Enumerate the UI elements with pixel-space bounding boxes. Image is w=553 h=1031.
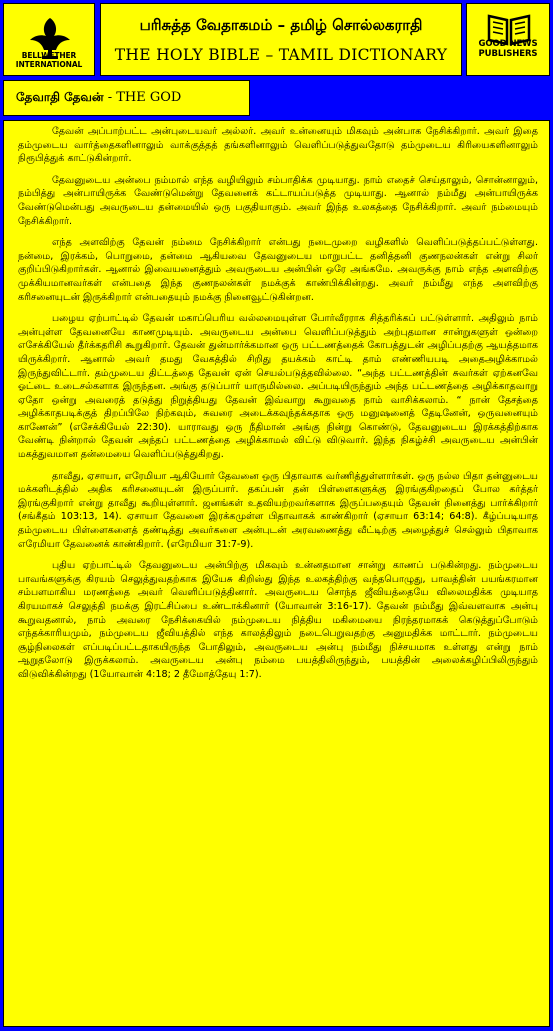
entry-body bbox=[3, 120, 550, 1027]
entry-term-box bbox=[3, 80, 250, 116]
title-tamil: பரிசுத்த வேதாகமம் – தமிழ் சொல்லகராதி bbox=[139, 16, 423, 34]
bellwether-logo-label: BELLWETHER INTERNATIONAL bbox=[15, 51, 83, 69]
good-news-logo-label: GOOD NEWS PUBLISHERS bbox=[478, 39, 538, 59]
paragraph: தேவனுடைய அன்பை நம்மால் எந்த வழியிலும் சம்பாதிக்க முடியாது. நாம் எதைச் செய்தாலும், சொன்னாலும், நம்பித்து அன்பாயிருக்க வேண்டுமென்று தேவனைக் கட்டாயப்படுத்த முடியாது. ஆனால் நம்மீது அன்பாயிருக்க வேண்டுமென்பது அவருடைய தன்மையில் ஒரு பகுதியாகும். அவர் இந்த உலகத்தை நேசிக்கிறார். அவர் நம்மையும் நேசிக்கிறார். bbox=[18, 174, 538, 227]
entry-term-english: THE GOD bbox=[116, 90, 182, 105]
entry-term-tamil: தேவாதி தேவன் bbox=[16, 90, 104, 104]
entry-term-separator: - bbox=[103, 90, 117, 105]
paragraph: தாவீது, ஏசாயா, எரேமியா ஆகியோர் தேவனை ஒரு பிதாவாக வர்ணித்துள்ளார்கள். ஒரு நல்ல பிதா தன்னுடைய மக்களிடத்தில் அதிக கரிசனையுடன் இருப்பார். தகப்பன் தன் பிள்ளைகளுக்கு இரங்குகிறதைப் போல கர்த்தர் இரங்குகிறார் என்று தாவீது கூறியுள்ளார். ஜனங்கள் உதவியற்றவர்களாக இருப்பதையும் தேவன் நினைத்து பார்க்கிறார் (சங்கீதம் 103:13, 14). ஏசாயா தேவனை இரக்கமுள்ள பிதாவாகக் காண்கிறார் (ஏசாயா 63:14; 64:8). கீழ்ப்படியாத தம்முடைய பிள்ளைகளைத் தண்டித்து அவர்களை அன்புடன் அரவணைத்து வீட்டிற்கு அழைத்துச் செல்லும் பிதாவாக எரேமியா தேவனைக் காண்கிறார். (எரேமியா 31:7-9). bbox=[18, 470, 538, 550]
title-english: THE HOLY BIBLE – TAMIL DICTIONARY bbox=[114, 46, 448, 64]
bellwether-logo-box bbox=[3, 3, 95, 76]
entry-body-text bbox=[18, 125, 538, 690]
dictionary-title-box bbox=[100, 3, 462, 76]
paragraph: பழைய ஏற்பாட்டில் தேவன் மகாப்பெரிய வல்லமையுள்ள போர்வீரராக சித்தரிக்கப் பட்டுள்ளார். அதிலும் நாம் அன்புள்ள தேவனையே காணமுடியும். அவருடைய அன்பை வெளிப்படுத்தும் அற்புதமான சான்றுகளுள் ஒன்றை எசேக்கியேல் தீர்க்கதரிசி கூறுகிறார். தேவன் துன்மார்க்கமான ஒரு பட்டணத்தைக் கோபத்துடன் அழிப்பதற்கு ஆயத்தமாக யிருக்கிறார். ஆனால் அவர் தமது வேகத்தில் சிறிது தயக்கம் காட்டி தாம் எண்ணியபடி அதைஅழிக்காமல் இருந்துவிட்டார். தம்முடைய திட்டத்தை தேவன் ஏன் செயல்படுத்தவில்லை. “அந்த பட்டணத்தின் சுவர்கள் ஏற்கனவே ஓட்டை உடைசல்களாக இருந்தன. அங்கு தடுப்பார் யாருமில்லை. அப்படியிருந்தும் அந்த பட்டணத்தை அழிக்காதவாறு ஏதோ ஒன்று அவரைத் தடுத்து நிறுத்தியது தேவன் இவ்வாறு கூறுவதை நாம் வாசிக்கலாம். “ நான் தேசத்தை அழிக்காதபடிக்குத் திறப்பிலே நிற்கவும், சுவரை அடைக்கவுந்தக்கதாக ஒரு மனுஷனைத் தேடினேன், ஒருவனையும் காணேன்” (எசேக்கியேல் 22:30). யாராவது ஒரு நீதிமான் அங்கு நின்று கொண்டு, தேவனுடைய இரக்கத்திற்காக வேண்டி நின்றால் தேவன் அந்தப் பட்டணத்தை அழிக்காமல் விட்டு விடுவார். இந்த நிகழ்ச்சி அவருடைய அன்பின் மகத்துவமான தன்மையை வெளிப்படுத்துகிறது. bbox=[18, 313, 538, 461]
good-news-logo-box bbox=[466, 3, 550, 76]
entry-term bbox=[16, 90, 181, 106]
paragraph: தேவன் அப்பாற்பட்ட அன்புடையவர் அல்லர். அவர் உன்னையும் மிகவும் அன்பாக நேசிக்கிறார். அவர் இதை தம்முடைய வார்த்தைகளினாலும் வாக்குத்தத் தங்களினாலும் வெளிப்படுத்துவதோடு தம்முடைய கிரியைகளினாலும் நிரூபித்துக் காட்டுகின்றார். bbox=[18, 126, 538, 165]
paragraph: எந்த அளவிற்கு தேவன் நம்மை நேசிக்கிறார் என்பது நடைமுறை வழிகளில் வெளிப்படுத்தப்பட்டுள்ளது. நன்மை, இரக்கம், பொறுமை, தன்மை ஆகியவை தேவனுடைய மாறுபட்ட தனித்தனி குணநலன்கள் என்று சிலர் குறிப்பிடுகிறார்கள். ஆனால் இவையனைத்தும் அவருடைய அன்பின் ஒரே அங்கமே. அவருக்கு நாம் எந்த அளவிற்கு முக்கியமானவர்கள் என்பதை இந்த குணநலன்கள் நமக்குக் காண்பிக்கின்றது. அவர் நம்மீது எந்த அளவிற்கு கரிசனையுடன் இருக்கிறார் என்பதையும் நமக்கு நினைவூட்டுகின்றன. bbox=[18, 237, 538, 303]
paragraph: புதிய ஏற்பாட்டில் தேவனுடைய அன்பிற்கு மிகவும் உன்னதமான சான்று காணப் படுகின்றது. நம்முடைய பாவங்களுக்கு கிரயம் செலுத்துவதற்காக இயேசு கிறிஸ்து இந்த உலகத்திற்கு வந்தபொழுது, பாவத்தின் பயங்கரமான சம்பளமாகிய மரணத்தை அவர் வெளிப்படுத்தினார். அவருடைய சொந்த ஜீவியத்தையே விலைமதிக்க முடியாத கிரயமாகச் செலுத்தி நமக்கு இரட்சிப்பை உண்டாக்கினார் (யோவான் 3:16-17). தேவன் நம்மீது இவ்வளவாக அன்பு கூறுவதனால், நாம் அவரை நேசிக்கையில் நம்முடைய நித்திய மகிமையை நிரந்தரமாகக் கெடுத்துப்போடும் எந்தக்காரியமும், நம்முடைய ஜீவியத்தில் எந்த காலத்திலும் நடைபெறுவதற்கு அனுமதிக்க மாட்டார். நம்முடைய சூழ்நிலைகள் எப்படிப்பட்டதாகயிருந்த போதிலும், அவருடைய அன்பு நம்மீது நிச்சயமாக உள்ளது என்று நாம் ஆறுதலோடு இருக்கலாம். அவருடைய அன்பு நம்மை பயத்திலிருந்தும், பயத்தின் அலைக்கழிப்பிலிருந்தும் விடுவிக்கின்றது (1யோவான் 4:18; 2 தீமோத்தேயு 1:7). bbox=[18, 560, 538, 680]
